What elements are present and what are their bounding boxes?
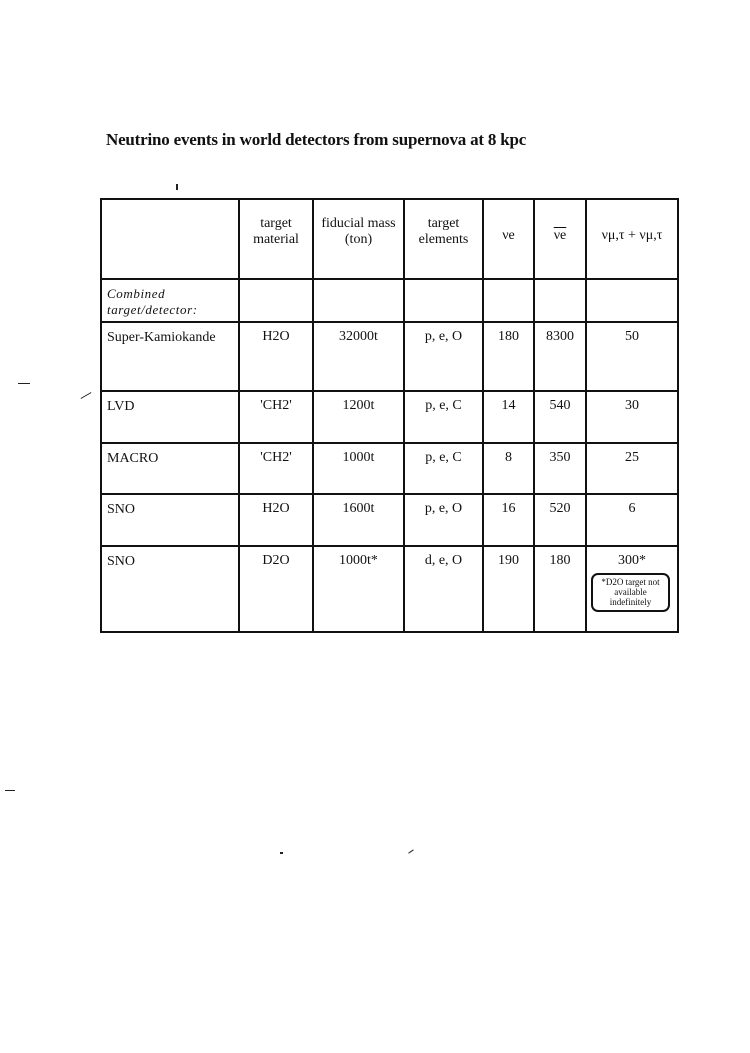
nu-e-count: 180 (483, 322, 534, 391)
nu-mu-tau-count: 25 (586, 443, 678, 494)
nu-e-bar-count: 350 (534, 443, 586, 494)
target-elements: p, e, C (404, 443, 483, 494)
nu-e-bar-count: 540 (534, 391, 586, 443)
fiducial-mass: 1600t (313, 494, 404, 546)
header-fiducial-mass: fiducial mass (ton) (313, 199, 404, 279)
nu-mu-tau-count: 50 (586, 322, 678, 391)
target-elements: p, e, O (404, 322, 483, 391)
fiducial-mass: 32000t (313, 322, 404, 391)
detector-name: LVD (101, 391, 239, 443)
header-nu-e-bar (534, 199, 586, 279)
nu-e-bar-label: $\overline{\nu e}$ (553, 228, 567, 243)
fiducial-mass: 1200t (313, 391, 404, 443)
scan-speck (280, 852, 283, 854)
scan-speck (176, 184, 178, 190)
header-target-elements: target elements (404, 199, 483, 279)
section-label: Combined target/detector: (101, 279, 239, 322)
nu-mu-tau-count: 6 (586, 494, 678, 546)
header-target-material: target material (239, 199, 313, 279)
target-material: 'CH2' (239, 443, 313, 494)
table-row (101, 494, 678, 546)
target-elements: d, e, O (404, 546, 483, 632)
target-elements: p, e, C (404, 391, 483, 443)
fiducial-mass: 1000t (313, 443, 404, 494)
header-nu-mu-tau: νμ,τ + νμ,τ (586, 199, 678, 279)
detector-name: SNO (101, 494, 239, 546)
table-row (101, 391, 678, 443)
header-nu-e: νe (483, 199, 534, 279)
scan-speck (408, 849, 413, 853)
table-row (101, 546, 678, 632)
scan-speck (5, 790, 15, 791)
nu-e-bar-count: 8300 (534, 322, 586, 391)
nu-mu-tau-count: 30 (586, 391, 678, 443)
detector-name: Super-Kamiokande (101, 322, 239, 391)
target-material: H2O (239, 494, 313, 546)
detector-name: MACRO (101, 443, 239, 494)
nu-e-count: 190 (483, 546, 534, 632)
nu-e-bar-count: 180 (534, 546, 586, 632)
events-table (100, 198, 679, 633)
page-title: Neutrino events in world detectors from supernova at 8 kpc (106, 130, 527, 149)
table-row (101, 322, 678, 391)
header-blank (101, 199, 239, 279)
target-material: D2O (239, 546, 313, 632)
nu-e-bar-count: 520 (534, 494, 586, 546)
target-elements: p, e, O (404, 494, 483, 546)
target-material: 'CH2' (239, 391, 313, 443)
target-material: H2O (239, 322, 313, 391)
header-row (101, 199, 678, 279)
nu-e-count: 8 (483, 443, 534, 494)
nu-e-count: 14 (483, 391, 534, 443)
nu-e-count: 16 (483, 494, 534, 546)
section-row (101, 279, 678, 322)
table-row (101, 443, 678, 494)
nu-mu-tau-count: 300* (618, 553, 646, 568)
footnote-box: *D2O target not available indefinitely (591, 573, 670, 612)
scan-speck (81, 392, 92, 399)
nu-mu-tau-cell (586, 546, 678, 632)
scan-speck (18, 383, 30, 384)
detector-name: SNO (101, 546, 239, 632)
fiducial-mass: 1000t* (313, 546, 404, 632)
